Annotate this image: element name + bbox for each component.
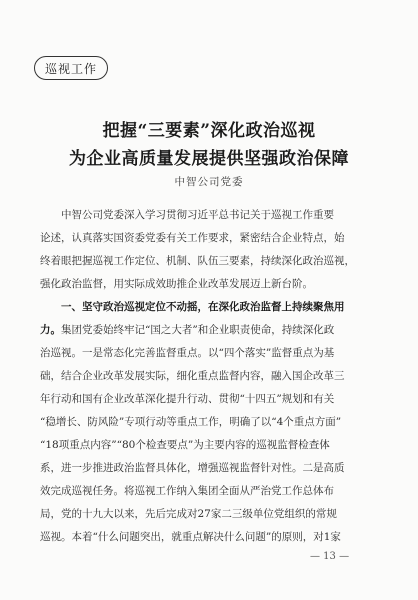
body-line: 年行动和国有企业改革深化提升行动、贯彻“十四五”规划和有关 (40, 393, 335, 405)
page-number: — 13 — (310, 551, 350, 562)
section-heading-1-cont: 力。 (40, 324, 61, 336)
article-title-line-2: 为企业高质量发展提供坚强政治保障 (69, 149, 349, 169)
body-line: “18项重点内容”“80个检查要点”为主要内容的巡视监督检查体 (40, 439, 330, 451)
section-tag (34, 56, 108, 80)
body-line: 强化政治监督，用实际成效助推企业改革发展迈上新台阶。 (40, 278, 313, 290)
body-line: 终着眼把握巡视工作定位、机制、队伍三要素，持续深化政治巡视， (40, 255, 355, 267)
body-line: 中智公司党委深入学习贯彻习近平总书记关于巡视工作重要 (61, 209, 334, 221)
body-line: 论述，认真落实国资委党委有关工作要求，紧密结合企业特点，始 (40, 232, 345, 244)
article-title-line-1: 把握“三要素”深化政治巡视 (102, 121, 316, 141)
section-tag-label: 巡视工作 (44, 61, 97, 76)
body-line: 巡视。本着“什么问题突出，就重点解决什么问题”的原则，对1家 (40, 531, 341, 543)
section-heading-1: 一、坚守政治巡视定位不动摇，在深化政治监督上持续聚焦用 (61, 301, 345, 313)
body-line: 础，结合企业改革发展实际，细化重点监督内容，融入国企改革三 (40, 370, 345, 382)
body-line: 局，党的十九大以来，先后完成对27家二三级单位党组织的常规 (40, 508, 337, 520)
body-text: 集团党委始终牢记“国之大者”和企业职责使命，持续深化政 (61, 324, 335, 336)
body-line: “稳增长、防风险”专项行动等重点工作，明确了以“4个重点方面” (40, 416, 342, 428)
article-byline: 中智公司党委 (174, 176, 244, 188)
body-line (40, 323, 378, 337)
body-line: 治巡视。一是常态化完善监督重点。以“四个落实”监督重点为基 (40, 347, 335, 359)
body-line: 系，进一步推进政治监督具体化，增强巡视监督针对性。二是高质 (40, 462, 345, 474)
body-line: 效完成巡视任务。将巡视工作纳入集团全面从严治党工作总体布 (40, 485, 334, 497)
